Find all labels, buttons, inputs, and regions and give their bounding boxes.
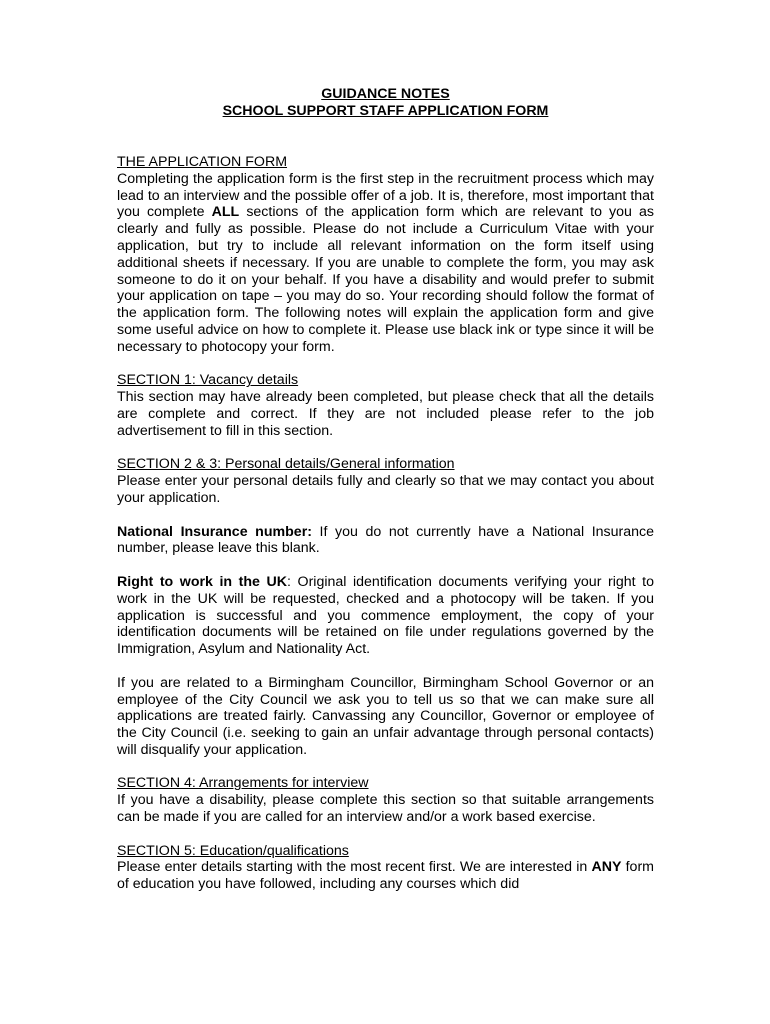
national-insurance-paragraph: [117, 524, 654, 558]
section-1-heading: SECTION 1: Vacancy details: [117, 372, 299, 389]
section-5-heading: SECTION 5: Education/qualifications: [117, 842, 349, 859]
application-form-text-a: Completing the application form is the first step in the recruitment process which may lead to an interview and the possible offer of a job. It is, therefore, most important that you complete: [117, 170, 654, 221]
section-2-3-paragraph: Please enter your personal details fully and clearly so that we may contact you about your application.: [117, 473, 654, 506]
section-2-3-heading: SECTION 2 & 3: Personal details/General information: [117, 456, 455, 473]
application-form-text-b: sections of the application form which are relevant to you as clearly and fully as possible. Please do not include a Curriculum Vitae with your application, but try to include all relevant information on the form itself using additional sheets if necessary. If you are unable to complete the form, you may ask someone to do it on your behalf. If you have a disability and would prefer to submit your application on tape – you may do so. Your recording should follow the format of the application form. The following notes will explain the application form and give some useful advice on how to complete it. Please use black ink or type since it will be necessary to photocopy your form.: [117, 204, 654, 355]
right-to-work-text: : Original identification documents verifying your right to work in the UK will be requested, checked and a photocopy will be taken. If you application is successful and you commence employment, the copy of your identification documents will be retained on file under regulations governed by the Immigration, Asylum and Nationality Act.: [117, 573, 654, 658]
section-5-text-b: form of education you have followed, including any courses which did: [117, 859, 654, 893]
national-insurance-block: [117, 524, 654, 558]
section-5-paragraph: [117, 859, 654, 893]
application-form-bold-all: ALL: [211, 204, 240, 221]
title-line-1: GUIDANCE NOTES: [321, 86, 450, 102]
section-4-heading: SECTION 4: Arrangements for interview: [117, 775, 369, 792]
section-4-paragraph: If you have a disability, please complete this section so that suitable arrangements can be made if you are called for an interview and/or a work based exercise.: [117, 792, 654, 826]
section-5-text-a: Please enter details starting with the most recent first. We are interested in: [117, 859, 592, 876]
title-line-2: SCHOOL SUPPORT STAFF APPLICATION FORM: [222, 103, 549, 119]
application-form-section: [117, 154, 654, 356]
right-to-work-paragraph: [117, 574, 654, 658]
related-block: [117, 675, 654, 759]
section-4: [117, 775, 654, 825]
related-paragraph: If you are related to a Birmingham Councillor, Birmingham School Governor or an employee of the City Council we ask you to tell us so that we can make sure all applications are treated fairly. Canvassing any Councillor, Governor or employee of the City Council (i.e. seeking to gain an unfair advantage through personal contacts) will disqualify your application.: [117, 674, 654, 758]
national-insurance-text: If you do not currently have a National Insurance number, please leave this blank.: [117, 523, 654, 557]
section-1-paragraph: This section may have already been completed, but please check that all the details are complete and correct. If they are not included please refer to the job advertisement to fill in this section.: [117, 389, 654, 439]
section-5: [117, 843, 654, 893]
right-to-work-block: [117, 574, 654, 658]
right-to-work-label: Right to work in the UK: [117, 573, 288, 590]
application-form-heading: THE APPLICATION FORM: [117, 154, 288, 170]
document-page: [117, 86, 654, 893]
section-2-3: [117, 456, 654, 506]
section-1: [117, 372, 654, 439]
application-form-paragraph: [117, 171, 654, 356]
section-5-bold-any: ANY: [591, 859, 622, 876]
document-title: [107, 86, 664, 120]
national-insurance-label: National Insurance number:: [117, 523, 312, 540]
